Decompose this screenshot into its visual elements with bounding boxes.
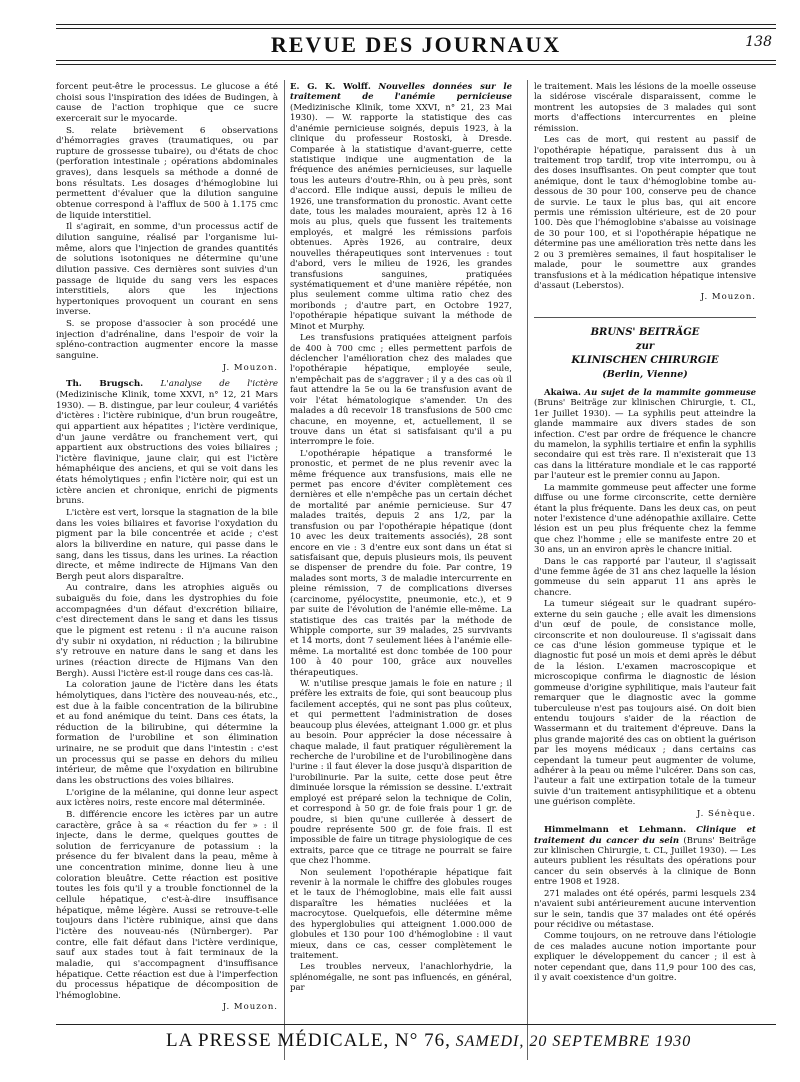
article-author: E. G. K. Wolff. (290, 82, 371, 92)
article-author: Himmelmann et Lehmann. (544, 825, 687, 836)
article-reference: (Medizinische Klinik, tome XXVI, n° 21, 23 Mai 1930). — W. rapporte la statistique des cas d'anémie pernicieuse soignés, depuis 1923, à la clinique du professeur Rostoski, à Dresde. Comparée à la statistique d'avant-guerre, cette statistique indique une augmentation de la fréquence des anémies pernicieuses, sur laquelle tous les auteurs d'outre-Rhin, ou à peu près, sont d'accord. Elle indique aussi, depuis le milieu de 1926, une transformation du pronostic. Avant cette date, tous les malades mouraient, après 12 à 16 mois au plus, quels que fussent les traitements employés, et malgré les rémissions parfois obtenues. Après 1926, au contraire, deux nouvelles thérapeutiques sont intervenues : tout d'abord, vers le milieu de 1926, les grandes transfusions sanguines, pratiquées systématiquement et d'une manière répétée, non plus seulement comme ultima ratio chez des moribonds ; d'autre part, en Octobre 1927, l'opothérapie hépatique suivant la méthode de Minot et Murphy. (290, 102, 512, 332)
header-rule-thin (56, 64, 776, 65)
signature: J. Mouzon. (700, 292, 756, 303)
top-rule-thin (56, 28, 776, 29)
article-wolff (290, 82, 512, 332)
signature: J. Mouzon. (222, 362, 278, 373)
article-akaiwa (534, 388, 756, 482)
paragraph: Comme toujours, on ne retrouve dans l'étiologie de ces malades aucune notion importante pour expliquer le développement du cancer ; il est à noter cependant que, dans 11,9 pour 100 des cas, il y avait coexistence d'un goitre. (534, 931, 756, 984)
section-zur: zur (635, 340, 655, 352)
article-title: Nouvelles données sur le traitement de l'anémie pernicieuse (290, 82, 513, 103)
column-middle (290, 82, 512, 995)
column-divider-2 (527, 80, 528, 1060)
section-name: KLINISCHEN CHIRURGIE (571, 354, 719, 366)
paragraph: La tumeur siégeait sur le quadrant supéro-externe du sein gauche ; elle avait les dimensions d'un œuf de poule, de consistance molle, circonscrite et non douloureuse. Il s'agissait dans ce cas d'une lésion gommeuse typique et le diagnostic fut posé un mois et demi après le début de la lésion. L'examen macroscopique et microscopique confirma le diagnostic de lésion gommeuse d'origine syphilitique, mais l'auteur fait remarquer que le diagnostic avec la gomme tuberculeuse n'est pas toujours aisé. On doit bien entendu toujours s'aider de la réaction de Wassermann et du traitement d'épreuve. Dans la plus grande majorité des cas on obtient la guérison par les moyens médicaux ; dans certains cas cependant la tumeur peut augmenter de volume, adhérer à la peau ou même l'ulcérer. Dans son cas, l'auteur a fait une extirpation totale de la tumeur suivie d'un traitement antisyphilitique et a obtenu une guérison complète. (534, 599, 756, 808)
paragraph: Au contraire, dans les atrophies aiguës ou subaiguës du foie, dans les dystrophies du foie accompagnées d'un défaut d'excrétion biliaire, c'est directement dans le sang et dans les tissus que le pigment est retenu : il n'a aucune raison d'y subir ni oxydation, ni réduction ; la bilirubine s'y retrouve en nature dans le sang et dans les urines (réaction directe de Hijmans Van den Bergh). Aussi l'ictère est-il rouge dans ces cas-là. (56, 583, 278, 679)
article-reference: (Bruns' Beiträge zur klinischen Chirurgie, t. CL, Juillet 1930). — Les auteurs publient les résultats des opérations pour cancer du sein observés à la clinique de Bonn entre 1908 et 1928. (534, 835, 756, 888)
paragraph: Les troubles nerveux, l'anachlorhydrie, la splénomégalie, ne sont pas influencés, en général, par (290, 962, 512, 994)
article-author: Th. Brugsch. (66, 379, 144, 390)
paragraph: B. différencie encore les ictères par un autre caractère, grâce à sa « réaction du fer » : il injecte, dans le derme, quelques gouttes de solution de ferricyanure de potassium : la présence du fer bivalent dans la peau, même à une concentration minime, donne lieu à une coloration bleuâtre. Cette réaction est positive toutes les fois qu'il y a trouble fonctionnel de la cellule hépatique, c'est-à-dire insuffisance hépatique, même légère. Aussi se retrouve-t-elle toujours dans l'ictère rubinique, ainsi que dans l'ictère des nouveau-nés (Nürnberger). Par contre, elle fait défaut dans l'ictère verdinique, sauf aux stades tout à fait terminaux de la maladie, qui s'accompagnent d'insuffisance hépatique. Cette réaction est due à l'imperfection du processus hépatique de décomposition de l'hémoglobine. (56, 809, 278, 1001)
column-right (534, 82, 756, 984)
article-title: Au sujet de la mammite gommeuse (584, 387, 757, 398)
paragraph: La mammite gommeuse peut affecter une forme diffuse ou une forme circonscrite, cette dernière étant la plus fréquente. Dans les deux cas, on peut noter l'existence d'une adénopathie axillaire. Cette lésion est un peu plus fréquente chez la femme que chez l'homme ; elle se manifeste entre 20 et 30 ans, un an environ après le chancre initial. (534, 482, 756, 556)
paragraph: Il s'agirait, en somme, d'un processus actif de dilution sanguine, réalisé par l'organisme lui-même, alors que l'injection de grandes quantités de solutions isotoniques ne détermine qu'une dilution passive. Ces dernières sont suivies d'un passage de liquide du sang vers les espaces interstitiels, alors que les injections hypertoniques provoquent un courant en sens inverse. (56, 222, 278, 318)
footer-line (166, 1030, 691, 1052)
footer (56, 1030, 776, 1054)
paragraph: Les cas de mort, qui restent au passif de l'opothérapie hépatique, paraissent dus à un traitement trop tardif, trop vite interrompu, ou à des doses insuffisantes. On peut compter que tout anémique, dont le taux d'hémoglobine tombe au-dessous de 30 pour 100, conserve peu de chance de survie. Le taux le plus bas, qui ait encore permis une rémission ultérieure, est de 20 pour 100. Dès que l'hémoglobine s'abaisse au voisinage de 30 pour 100, et si l'opothérapie hépatique ne détermine pas une amélioration très nette dans les 2 ou 3 premières semaines, il faut hospitaliser le malade, pour le soumettre aux grandes transfusions et à la médication hépatique intensive d'assaut (Leberstos). (534, 135, 756, 292)
article-title: Clinique et traitement du cancer du sein (534, 825, 756, 846)
column-divider-1 (284, 80, 285, 1060)
paragraph: le traitement. Mais les lésions de la moelle osseuse la sidérose viscérale disparaissent, comme le montrent les autopsies de 3 malades qui sont morts d'affections intercurrentes en pleine rémission. (534, 82, 756, 134)
article-reference: (Medizinische Klinik, tome XXVI, n° 12, 21 Mars 1930). — B. distingue, par leur couleur, 4 variétés d'ictères : l'ictère rubinique, d'un brun rougeâtre, qui appartient aux hépatites ; l'ictère verdinique, d'un jaune verdâtre ou franchement vert, qui appartient aux obstructions des voies biliaires ; l'ictère flavinique, jaune clair, qui est l'ictère hémaphéique des anciens, et qui se voit dans les états hémolytiques ; enfin l'ictère noir, qui est un ictère ancien et chronique, enrichi de pigments bruns. (56, 389, 278, 507)
header-rule (56, 60, 776, 61)
masthead (56, 32, 776, 57)
page-number: 138 (745, 34, 772, 50)
article-himmelmann (534, 825, 756, 888)
signature: J. Mouzon. (222, 1002, 278, 1013)
paragraph: Non seulement l'opothérapie hépatique fait revenir à la normale le chiffre des globules rouges et le taux de l'hémoglobine, mais elle fait aussi disparaître les hématies nucléées et la macrocytose. Quelquefois, elle détermine même des hyperglobulies qui atteignent 1.000.000 de globules et 130 pour 100 d'hémoglobine : il vaut mieux, dans ce cas, cesser complètement le traitement. (290, 867, 512, 962)
article-reference: (Bruns' Beiträge zur klinischen Chirurgie, t. CL, 1er Juillet 1930). — La syphilis peut atteindre la glande mammaire aux divers stades de son infection. C'est par ordre de fréquence le chancre du mamelon, la syphilis tertiaire et enfin la syphilis secondaire qui est très rare. Il n'existerait que 13 cas dans la littérature mondiale et le cas rapporté par l'auteur est le premier connu au Japon. (534, 398, 756, 482)
paragraph: 271 malades ont été opérés, parmi lesquels 234 n'avaient subi antérieurement aucune intervention sur le sein, tandis que 37 malades ont été opérés pour récidive ou métastase. (534, 888, 756, 930)
paragraph: L'opothérapie hépatique a transformé le pronostic, et permet de ne plus revenir avec la même fréquence aux transfusions, mais elle ne permet pas encore d'éviter complètement ces dernières et elle n'empêche pas un certain déchet de mortalité par anémie pernicieuse. Sur 47 malades traités, depuis 2 ans 1/2, par la transfusion ou par l'opothérapie hépatique (dont 10 avec les deux traitements associés), 28 sont encore en vie : 3 d'entre eux sont dans un état si satisfaisant que, depuis plusieurs mois, ils peuvent se dispenser de prendre du foie. Par contre, 19 malades sont morts, 3 de maladie intercurrente en pleine rémission, 7 de complications diverses (carcinome, pyélocystite, pneumonie, etc.), et 9 par suite de l'évolution de l'anémie elle-même. La statistique des cas traités par la méthode de Whipple comporte, sur 39 malades, 25 survivants et 14 morts, dont 7 seulement liées à l'anémie elle-même. La mortalité est donc tombée de 100 pour 100 à 40 pour 100, grâce aux nouvelles thérapeutiques. (290, 448, 512, 678)
paragraph: L'origine de la mélanine, qui donne leur aspect aux ictères noirs, reste encore mal déterminée. (56, 787, 278, 809)
paragraph: Dans le cas rapporté par l'auteur, il s'agissait d'une femme âgée de 31 ans chez laquelle la lésion gommeuse du sein apparut 11 ans après le chancre. (534, 556, 756, 598)
footer-rule (56, 1024, 776, 1025)
paragraph: S. se propose d'associer à son procédé une injection d'adrénaline, dans l'espoir de voir la spléno-contraction augmenter encore la masse sanguine. (56, 319, 278, 362)
paragraph: W. n'utilise presque jamais le foie en nature ; il préfère les extraits de foie, qui sont beaucoup plus facilement acceptés, qui ne sont pas plus coûteux, et qui permettent l'administration de doses beaucoup plus élevées, atteignant 1.000 gr. et plus au besoin. Pour apprécier la dose nécessaire à chaque malade, il faut pratiquer régulièrement la recherche de l'urobiline et de l'urobilinogène dans l'urine : il faut élever la dose jusqu'à disparition de l'urobilinurie. Par la suite, cette dose peut être diminuée lorsque la rémission se dessine. L'extrait employé est préparé selon la technique de Colin, et correspond à 50 gr. de foie frais pour 1 gr. de poudre, si bien qu'une cuillerée à dessert de poudre représente 500 gr. de foie frais. Il est impossible de faire un titrage physiologique de ces extraits, parce que ce titrage ne pourrait se faire que chez l'homme. (290, 679, 512, 867)
paragraph: S. relate brièvement 6 observations d'hémorragies graves (traumatiques, ou par rupture de grossesse tubaire), ou d'états de choc (perforation intestinale ; opérations abdominales graves), dans lesquels sa méthode a donné de bons résultats. Les dosages d'hémoglobine lui permettent d'évaluer que la dilution sanguine obtenue correspond à l'afflux de 500 à 1.175 cmc de liquide interstitiel. (56, 125, 278, 221)
paragraph: La coloration jaune de l'ictère dans les états hémolytiques, dans l'ictère des nouveau-nés, etc., est due à la faible concentration de la bilirubine et au fond anémique du teint. Dans ces états, la réduction de la bilirubine, qui détermine la formation de l'urobiline et son élimination urinaire, ne se produit que dans l'intestin : c'est un processus qui se passe en dehors du milieu intérieur, de même que l'oxydation en bilirubine dans les obstructions des voies biliaires. (56, 680, 278, 786)
article-brugsch (56, 379, 278, 507)
footer-date: SAMEDI, 20 SEPTEMBRE 1930 (455, 1033, 692, 1050)
journal-section-title: REVUE DES JOURNAUX (270, 32, 562, 57)
article-author: Akaiwa. (544, 387, 582, 398)
section-place: (Berlin, Vienne) (602, 368, 688, 380)
paragraph: forcent peut-être le processus. Le glucose a été choisi sous l'inspiration des idées de Budingen, à cause de l'action trophique que ce sucre exercerait sur le myocarde. (56, 82, 278, 124)
section-title: BRUNS' BEITRÄGE (590, 326, 700, 338)
footer-journal: LA PRESSE MÉDICALE, N° 76, (166, 1030, 451, 1051)
paragraph: Les transfusions pratiquées atteignent parfois de 400 à 700 cmc ; elles permettent parfois de déclencher l'amélioration chez des malades que l'opothérapie hépatique, employée seule, n'empêchait pas de s'aggraver ; il y a des cas où il faut attendre la 5e ou la 6e transfusion avant de voir l'état hématologique s'amender. Un des malades a dû recevoir 18 transfusions de 500 cmc chacune, en moyenne, et, actuellement, il se trouve dans un état si satisfaisant qu'il a pu interrompre le foie. (290, 333, 512, 448)
paragraph: L'ictère est vert, lorsque la stagnation de la bile dans les voies biliaires et favorise l'oxydation du pigment par la bile concentrée et acide ; c'est alors la biliverdine en nature, qui passe dans le sang, dans les tissus, dans les urines. La réaction directe, et même indirecte de Hijmans Van den Bergh peut alors disparaître. (56, 507, 278, 582)
article-title: L'analyse de l'ictère (160, 379, 278, 390)
section-heading (534, 317, 756, 382)
top-rule (56, 24, 776, 25)
signature: J. Sénèque. (696, 808, 756, 819)
column-left (56, 82, 278, 1019)
